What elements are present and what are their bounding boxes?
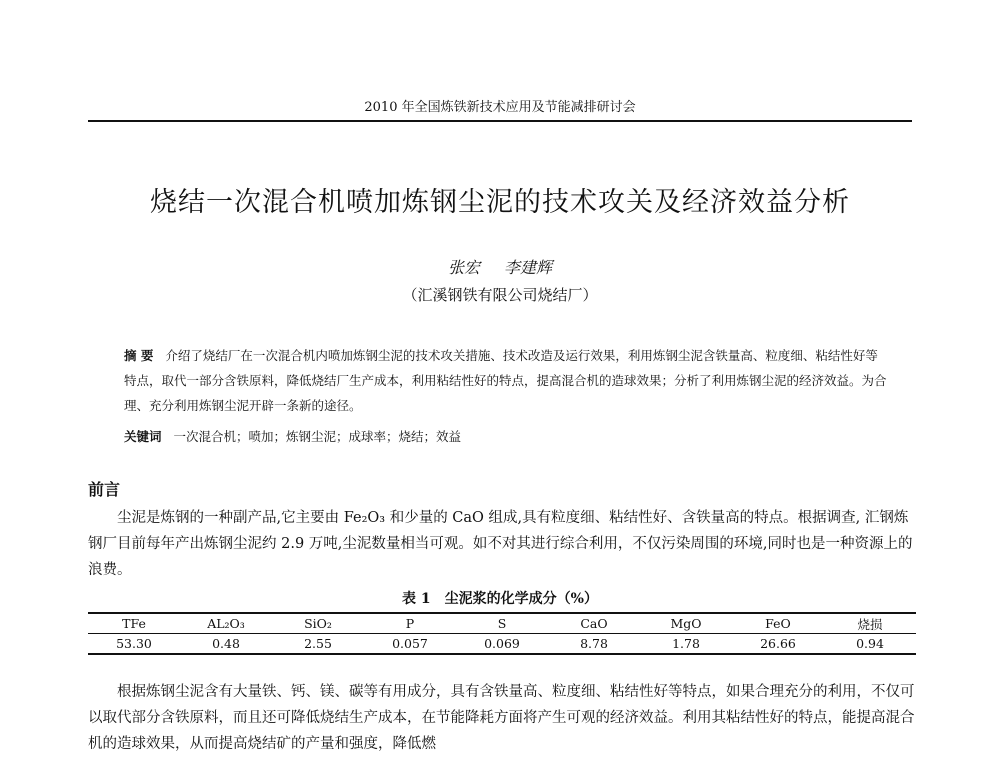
table-cell: 26.66 bbox=[732, 634, 824, 655]
table-cell: 2.55 bbox=[272, 634, 364, 655]
abstract bbox=[124, 343, 890, 418]
table-header-cell: S bbox=[456, 613, 548, 634]
table-header-cell: AL₂O₃ bbox=[180, 613, 272, 634]
paragraph-intro: 尘泥是炼钢的一种副产品,它主要由 Fe₂O₃ 和少量的 CaO 组成,具有粒度细、粘结性好、含铁量高的特点。根据调查, 汇钢炼钢厂目前每年产出炼钢尘泥约 2.9 万吨,尘泥数量相当可观。如不对其进行综合利用，不仅污染周围的环境,同时也是一种资源上的浪费。 bbox=[88, 510, 913, 578]
table-cell: 0.069 bbox=[456, 634, 548, 655]
table-header-cell: TFe bbox=[88, 613, 180, 634]
table-header-row bbox=[88, 613, 916, 634]
table-header-cell: P bbox=[364, 613, 456, 634]
table-row bbox=[88, 634, 916, 655]
keywords bbox=[124, 428, 890, 446]
authors bbox=[0, 258, 1000, 278]
table-cell: 1.78 bbox=[640, 634, 732, 655]
table-header-cell: CaO bbox=[548, 613, 640, 634]
table-cell: 0.94 bbox=[824, 634, 916, 655]
paper-title: 烧结一次混合机喷加炼钢尘泥的技术攻关及经济效益分析 bbox=[150, 187, 850, 218]
section-heading: 前言 bbox=[88, 480, 121, 499]
table-cell: 8.78 bbox=[548, 634, 640, 655]
table-cell: 0.057 bbox=[364, 634, 456, 655]
keywords-label: 关键词 bbox=[124, 429, 162, 444]
table-header-cell: FeO bbox=[732, 613, 824, 634]
running-header: 2010 年全国炼铁新技术应用及节能减排研讨会 bbox=[364, 100, 636, 115]
table-header-cell: MgO bbox=[640, 613, 732, 634]
header-rule bbox=[88, 120, 912, 122]
abstract-label: 摘 要 bbox=[124, 348, 154, 363]
table-caption: 表 1 尘泥浆的化学成分（%） bbox=[402, 591, 598, 607]
chemical-composition-table bbox=[88, 612, 916, 655]
table-cell: 0.48 bbox=[180, 634, 272, 655]
table-header-cell: SiO₂ bbox=[272, 613, 364, 634]
author-name: 张宏 bbox=[447, 258, 480, 277]
affiliation: （汇溪钢铁有限公司烧结厂） bbox=[402, 286, 598, 304]
keywords-text: 一次混合机；喷加；炼钢尘泥；成球率；烧结；效益 bbox=[173, 429, 462, 444]
abstract-text: 介绍了烧结厂在一次混合机内喷加炼钢尘泥的技术攻关措施、技术改造及运行效果，利用炼钢尘泥含铁量高、粒度细、粘结性好等特点，取代一部分含铁原料，降低烧结厂生产成本，利用粘结性好的特点，提高混合机的造球效果；分析了利用炼钢尘泥的经济效益。为合理、充分利用炼钢尘泥开辟一条新的途径。 bbox=[124, 348, 887, 413]
table-cell: 53.30 bbox=[88, 634, 180, 655]
paragraph-body: 根据炼钢尘泥含有大量铁、钙、镁、碳等有用成分，具有含铁量高、粒度细、粘结性好等特点，如果合理充分的利用，不仅可以取代部分含铁原料，而且还可降低烧结生产成本，在节能降耗方面将产生可观的经济效益。利用其粘结性好的特点，能提高混合机的造球效果，从而提高烧结矿的产量和强度，降低燃 bbox=[88, 684, 915, 752]
author-name: 李建辉 bbox=[504, 258, 553, 277]
table-header-cell: 烧损 bbox=[824, 613, 916, 634]
